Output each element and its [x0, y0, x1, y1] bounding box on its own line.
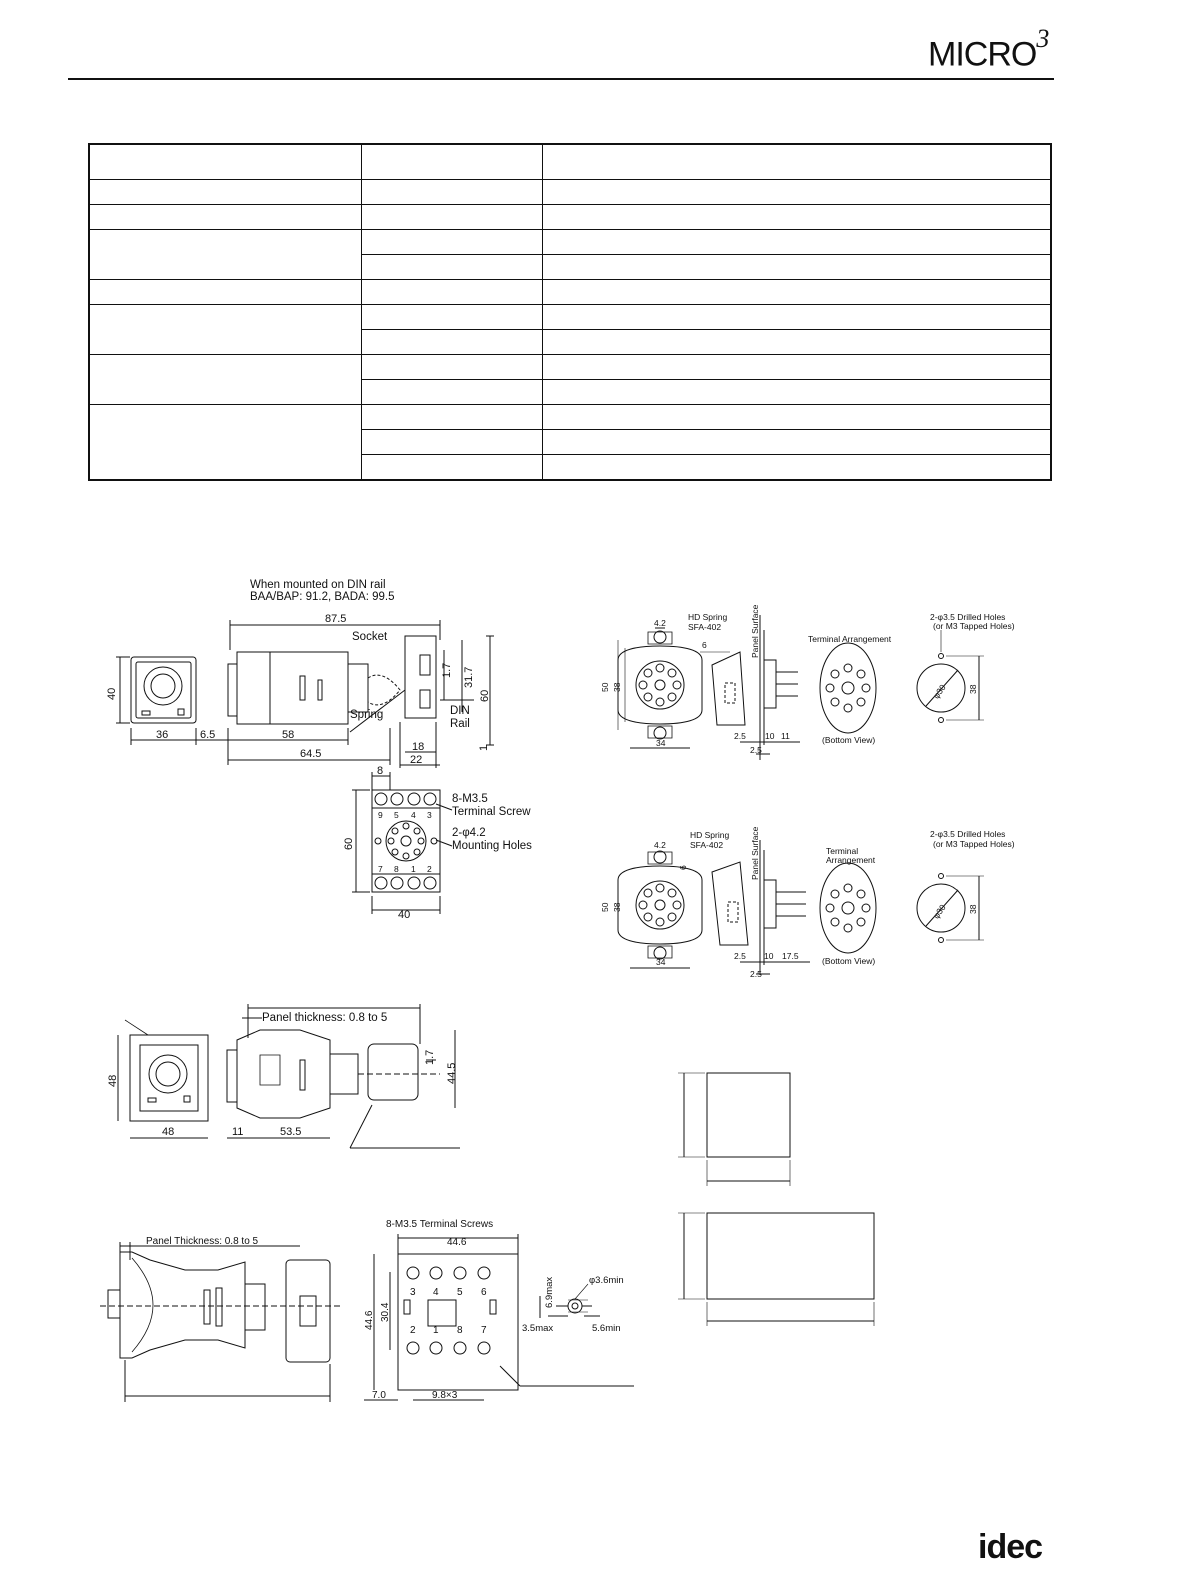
- din-label: DIN: [450, 705, 470, 717]
- terminal-4: 4: [411, 810, 416, 820]
- rear-terminal-7: 7: [481, 1325, 487, 1336]
- cutout-square: [707, 1073, 790, 1157]
- dim-10-b: 10: [764, 951, 774, 961]
- phi-30: φ30: [930, 682, 948, 701]
- dim-34-b: 34: [656, 957, 666, 967]
- rear-terminal-2: 2: [410, 1325, 416, 1336]
- mount-note-2: BAA/BAP: 91.2, BADA: 99.5: [250, 591, 395, 603]
- bottom-view: (Bottom View): [822, 735, 876, 745]
- drilled-holes-b: 2-φ3.5 Drilled Holes: [930, 829, 1006, 839]
- timer-body: [237, 652, 348, 724]
- dim-36: 36: [156, 729, 169, 741]
- rear-body: [120, 1252, 245, 1358]
- socket-top-labels: [343, 765, 532, 921]
- cutout-drawings: [678, 1073, 874, 1326]
- terminal-face: [398, 1254, 518, 1390]
- terminal-2: 2: [427, 864, 432, 874]
- panel-surface-b: Panel Surface: [750, 826, 760, 880]
- dim-10: 10: [765, 731, 775, 741]
- socket-pin-ring: [386, 821, 426, 861]
- rear-socket: [286, 1260, 330, 1362]
- flush-body: [237, 1030, 330, 1118]
- rear-terminal-8: 8: [457, 1325, 463, 1336]
- rear-terminal-1: 1: [433, 1325, 439, 1336]
- knob-ring: [144, 667, 182, 705]
- dim-6-9max: 6.9max: [544, 1276, 555, 1308]
- dim-38-b: 38: [612, 902, 622, 912]
- dim-3-5max: 3.5max: [522, 1323, 554, 1334]
- socket-flange: [618, 646, 702, 724]
- spring-label: Spring: [350, 709, 384, 721]
- terminal-label-b: Terminal: [826, 846, 859, 856]
- dim-40: 40: [106, 687, 118, 700]
- dim-8: 8: [377, 765, 384, 777]
- idec-logo: idec: [978, 1528, 1043, 1566]
- phi-30-b: φ30: [930, 902, 948, 921]
- dim-2-5b-b: 2.5: [750, 969, 762, 979]
- indicator-right: [178, 709, 184, 715]
- terminal-arrangement-label: Terminal Arrangement: [808, 634, 892, 644]
- din-mount-labels: [106, 579, 491, 766]
- sfa-402: SFA-402: [688, 622, 722, 632]
- dim-22: 22: [410, 754, 423, 766]
- dim-2-5: 2.5: [734, 731, 746, 741]
- panel-mount-a-drawing: [618, 615, 984, 760]
- flush-mount-labels: [107, 1012, 458, 1138]
- din-mount-drawing: [116, 620, 494, 768]
- dim-87-5: 87.5: [325, 613, 347, 625]
- terminal-3: 3: [427, 810, 432, 820]
- dim-2-5-b: 2.5: [734, 951, 746, 961]
- dim-11: 11: [781, 731, 790, 741]
- dim-1: 1: [478, 744, 490, 751]
- dim-44-6: 44.6: [447, 1237, 467, 1248]
- dim-38b: 38: [968, 684, 978, 694]
- panel-thickness: Panel thickness: 0.8 to 5: [262, 1012, 388, 1024]
- panel-thickness-rear: Panel Thickness: 0.8 to 5: [146, 1236, 259, 1247]
- dim-44-6-v: 44.6: [364, 1310, 375, 1330]
- rear-terminal-6: 6: [481, 1287, 487, 1298]
- rear-terminal-4: 4: [433, 1287, 439, 1298]
- terminal-7: 7: [378, 864, 383, 874]
- dial-ridge: [228, 664, 237, 716]
- dim-58: 58: [282, 729, 295, 741]
- dim-6-b: 6: [678, 865, 688, 870]
- rear-mount-labels: [146, 1219, 624, 1401]
- cutout-rect: [707, 1213, 874, 1299]
- dim-48-w: 48: [162, 1126, 175, 1138]
- socket-label: Socket: [352, 631, 388, 643]
- hd-spring-b: HD Spring: [690, 830, 730, 840]
- mount-note-1: When mounted on DIN rail: [250, 579, 386, 591]
- arrangement-label-b: Arrangement: [826, 855, 876, 865]
- sfa-402-b: SFA-402: [690, 840, 724, 850]
- socket-top-drawing: [352, 772, 452, 914]
- terminal-9: 9: [378, 810, 383, 820]
- dim-6-5: 6.5: [200, 729, 216, 741]
- dim-1-7-flush: 1.7: [424, 1049, 436, 1065]
- brand-logo: MICRO$^3$: [928, 24, 1049, 74]
- panel-mount-a-labels: [600, 604, 1015, 755]
- drilled-holes: 2-φ3.5 Drilled Holes: [930, 612, 1006, 622]
- slot: [300, 676, 305, 700]
- terminal-screws-label: 8-M3.5 Terminal Screws: [386, 1219, 494, 1230]
- dim-3-6min: φ3.6min: [589, 1275, 624, 1286]
- terminal-1: 1: [411, 864, 416, 874]
- rail-label: Rail: [450, 718, 470, 730]
- indicator-left: [142, 711, 150, 715]
- dim-5-6min: 5.6min: [592, 1323, 621, 1334]
- dim-31-7: 31.7: [463, 666, 475, 688]
- terminal-8: 8: [394, 864, 399, 874]
- dim-38: 38: [612, 682, 622, 692]
- spring-side: [712, 652, 745, 725]
- dim-30-4: 30.4: [380, 1302, 391, 1322]
- screw-label: 8-M3.5: [452, 793, 488, 805]
- tapped-holes-b: (or M3 Tapped Holes): [933, 839, 1015, 849]
- dim-40-socket: 40: [398, 909, 411, 921]
- dim-1-7: 1.7: [441, 662, 453, 678]
- dim-44-5: 44.5: [446, 1062, 458, 1084]
- dim-4-2: 4.2: [654, 618, 666, 628]
- socket-flange-b: [618, 866, 702, 944]
- dim-38b-b: 38: [968, 904, 978, 914]
- rear-terminal-3: 3: [410, 1287, 416, 1298]
- bottom-view-b: (Bottom View): [822, 956, 876, 966]
- panel-mount-b-labels: [600, 826, 1015, 979]
- dim-50-b: 50: [600, 902, 610, 912]
- dim-4-2-b: 4.2: [654, 840, 666, 850]
- dim-17-5-b: 17.5: [782, 951, 799, 961]
- hd-spring: HD Spring: [688, 612, 728, 622]
- dim-7-0: 7.0: [372, 1390, 386, 1401]
- dim-9-8x3: 9.8×3: [432, 1390, 458, 1401]
- dim-48-h: 48: [107, 1074, 119, 1087]
- terminal-5: 5: [394, 810, 399, 820]
- flush-socket: [368, 1044, 418, 1100]
- rear-terminal-5: 5: [457, 1287, 463, 1298]
- dim-2-5b: 2.5: [750, 745, 762, 755]
- knob: [151, 674, 175, 698]
- flush-front: [130, 1035, 208, 1121]
- dim-50: 50: [600, 682, 610, 692]
- dim-53-5: 53.5: [280, 1126, 302, 1138]
- screw-label-2: Terminal Screw: [452, 806, 531, 818]
- dim-34: 34: [656, 738, 666, 748]
- holes-label-2: Mounting Holes: [452, 840, 532, 852]
- dim-64-5: 64.5: [300, 748, 322, 760]
- dim-11-flush: 11: [232, 1126, 244, 1138]
- dim-60: 60: [479, 689, 491, 702]
- dim-18: 18: [412, 741, 425, 753]
- panel-mount-b-drawing: [618, 840, 984, 975]
- panel-surface: Panel Surface: [750, 604, 760, 658]
- terminal-arrangement: [820, 643, 876, 733]
- dim-60-socket: 60: [343, 837, 355, 850]
- tapped-holes: (or M3 Tapped Holes): [933, 621, 1015, 631]
- dim-6: 6: [702, 640, 707, 650]
- holes-label: 2-φ4.2: [452, 827, 486, 839]
